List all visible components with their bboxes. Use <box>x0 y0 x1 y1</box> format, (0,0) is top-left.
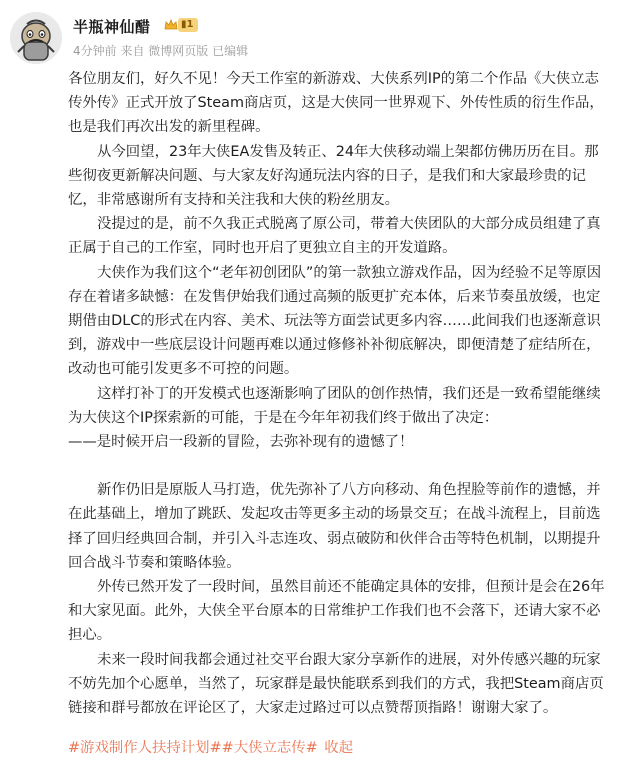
post-header <box>10 12 610 64</box>
level-badge <box>178 18 198 32</box>
paragraph: 新作仍旧是原版人马打造，优先弥补了八方向移动、角色捏脸等前作的遗憾，并在此基础上，增加了跳跃、发起攻击等更多主动的场景交互；在战斗流程上，目前选择了回归经典回合制，并引入斗志连攻、弱点破防和伙伴合击等特色机制，以期提升回合战斗节奏和策略体验。 <box>68 482 601 571</box>
post-source: 来自 微博网页版 <box>120 44 209 58</box>
avatar-cartoon-icon <box>10 12 62 64</box>
hashtag-link[interactable]: #大侠立志传# <box>221 740 318 756</box>
username[interactable]: 半瓶神仙醋 <box>73 18 151 36</box>
paragraph: 从今回望，23年大侠EA发售及转正、24年大侠移动端上架都仿佛历历在目。那些彻夜更新解决问题、与大家友好沟通玩法内容的日子，是我们和大家最珍贵的记忆，非常感谢所有支持和关注我和大侠的粉丝朋友。 <box>68 143 599 209</box>
paragraph: ——是时候开启一段新的冒险，去弥补现有的遗憾了！ <box>68 434 414 451</box>
collapse-button[interactable]: 收起 <box>324 740 354 756</box>
paragraph: 大侠作为我们这个“老年初创团队”的第一款独立游戏作品，因为经验不足等原因存在着诸多缺憾：在发售伊始我们通过高频的版更扩充本体，后来节奏虽放缓，也定期借由DLC的形式在内容、美术、玩法等方面尝试更多内容……此间我们也逐渐意识到，游戏中一些底层设计问题再难以通过修修补补彻底解决，即便清楚了症结所在，改动也可能引发更多不可控的问题。 <box>68 264 602 378</box>
paragraph: 未来一段时间我都会通过社交平台跟大家分享新作的进展，对外传感兴趣的玩家不妨先加个心愿单，当然了，玩家群是最快能联系到我们的方式，我把Steam商店页链接和群号都放在评论区了，大家走过路过可以点赞帮顶指路！谢谢大家了。 <box>68 651 604 717</box>
paragraph: 外传已然开发了一段时间，虽然目前还不能确定具体的安排，但预计是会在26年和大家见面。此外，大侠全平台原本的日常维护工作我们也不会落下，还请大家不必担心。 <box>68 579 605 644</box>
post-meta <box>73 42 248 59</box>
hashtag-link[interactable]: #游戏制作人扶持计划# <box>68 740 222 756</box>
crown-icon <box>164 18 178 32</box>
medal-icon: ▮ <box>181 19 187 30</box>
paragraph: 各位朋友们，好久不见！今天工作室的新游戏、大侠系列IP的第二个作品《大侠立志传外传》正式开放了Steam商店页，这是大侠同一世界观下、外传性质的衍生作品，也是我们再次出发的新里程碑。 <box>68 71 604 136</box>
level-number: 1 <box>186 19 194 30</box>
post-time[interactable]: 4分钟前 <box>73 44 117 58</box>
edited-label[interactable]: 已编辑 <box>212 44 249 58</box>
post-body <box>68 67 613 720</box>
spacer <box>68 454 613 478</box>
post-tags <box>68 736 353 757</box>
paragraph: 这样打补丁的开发模式也逐渐影响了团队的创作热情，我们还是一致希望能继续为大侠这个IP探索新的可能，于是在今年年初我们终于做出了决定： <box>68 385 601 426</box>
paragraph: 没提过的是，前不久我正式脱离了原公司，带着大侠团队的大部分成员组建了真正属于自己的工作室，同时也开启了更独立自主的开发道路。 <box>68 216 601 257</box>
avatar[interactable] <box>10 12 62 64</box>
